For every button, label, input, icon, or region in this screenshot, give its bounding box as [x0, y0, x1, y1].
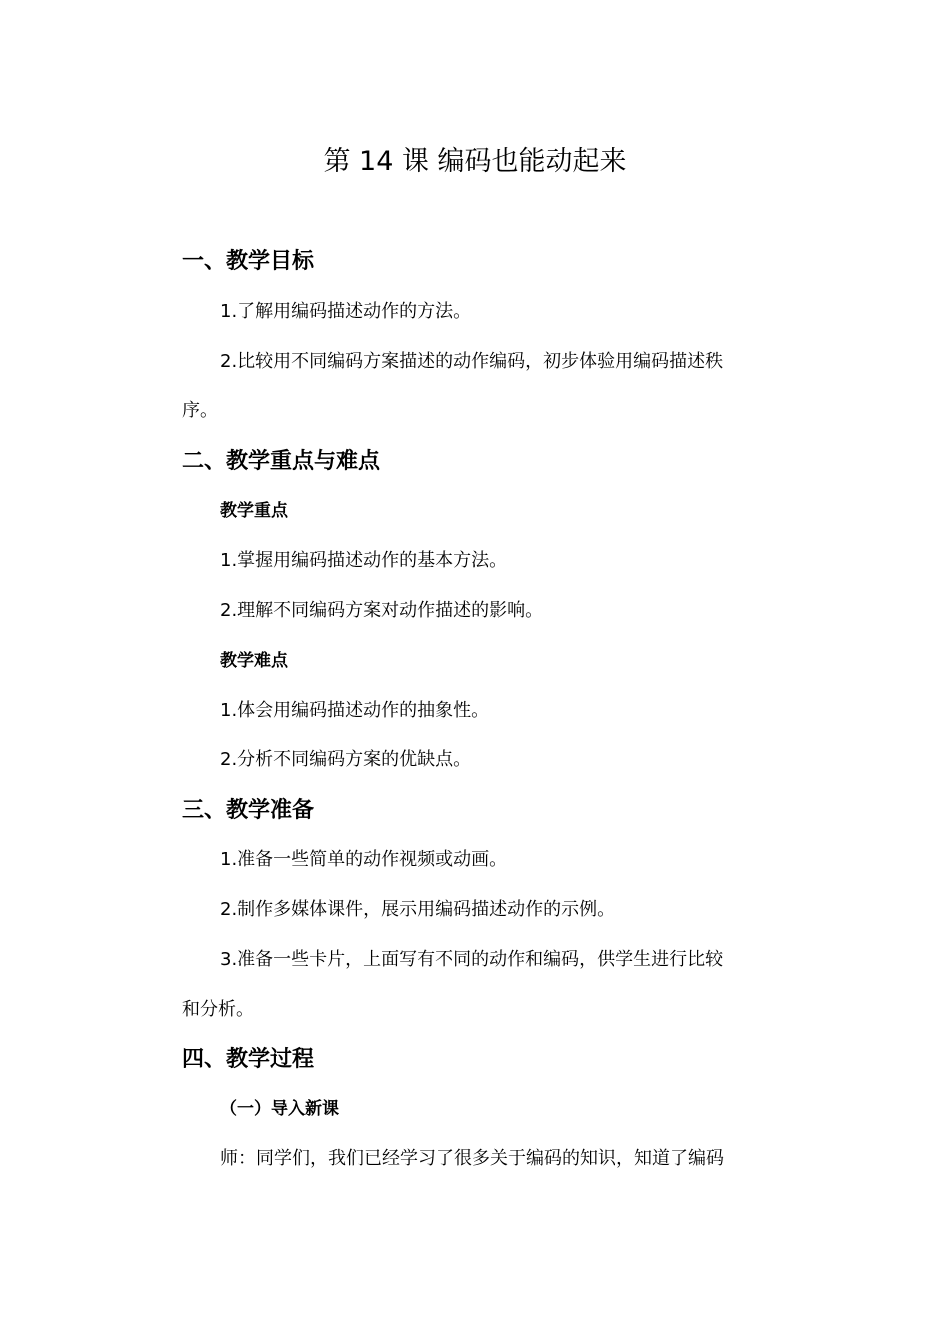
paragraph-continuation: 序。 — [182, 400, 218, 421]
paragraph: 1.了解用编码描述动作的方法。 — [220, 301, 472, 322]
paragraph: 2.理解不同编码方案对动作描述的影响。 — [220, 600, 544, 621]
section-heading-key-points: 二、教学重点与难点 — [182, 449, 381, 474]
paragraph: 2.制作多媒体课件，展示用编码描述动作的示例。 — [220, 899, 616, 920]
paragraph: 1.体会用编码描述动作的抽象性。 — [220, 700, 490, 721]
subheading-introduction: （一）导入新课 — [220, 1099, 339, 1119]
paragraph-continuation: 和分析。 — [182, 999, 254, 1020]
paragraph: 3.准备一些卡片，上面写有不同的动作和编码，供学生进行比较 — [220, 949, 724, 970]
paragraph: 2.分析不同编码方案的优缺点。 — [220, 749, 472, 770]
section-heading-process: 四、教学过程 — [182, 1047, 315, 1072]
paragraph: 师：同学们，我们已经学习了很多关于编码的知识，知道了编码 — [220, 1148, 724, 1169]
section-heading-preparation: 三、教学准备 — [182, 798, 315, 823]
subheading-difficulties: 教学难点 — [220, 651, 288, 671]
subheading-key-points: 教学重点 — [220, 501, 288, 521]
paragraph: 1.掌握用编码描述动作的基本方法。 — [220, 550, 508, 571]
section-heading-objectives: 一、教学目标 — [182, 249, 315, 274]
paragraph: 2.比较用不同编码方案描述的动作编码，初步体验用编码描述秩 — [220, 351, 724, 372]
document-title: 第 14 课 编码也能动起来 — [323, 146, 627, 177]
paragraph: 1.准备一些简单的动作视频或动画。 — [220, 849, 508, 870]
